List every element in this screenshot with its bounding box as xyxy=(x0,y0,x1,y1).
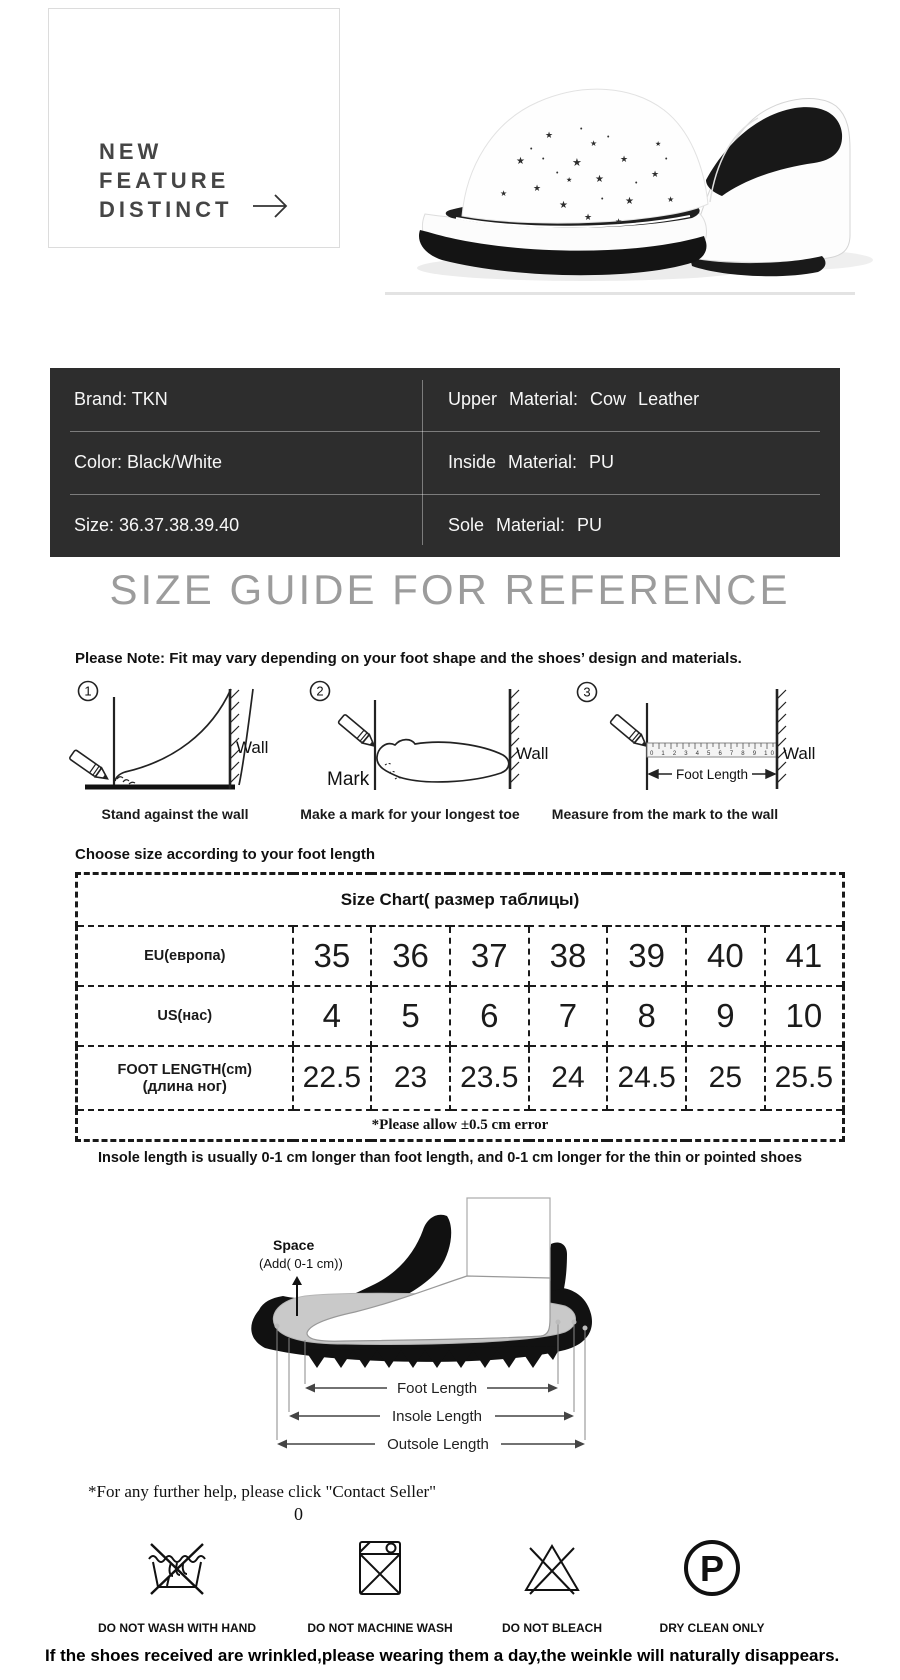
star-cutout: ★ xyxy=(667,195,675,204)
star-cutout: ★ xyxy=(651,169,660,179)
star-cutout: ★ xyxy=(533,183,542,193)
star-cutout: ★ xyxy=(615,217,623,226)
foot-sketch xyxy=(115,689,231,781)
star-cutout: ★ xyxy=(625,196,634,207)
foot-length-cm: 22.5 xyxy=(293,1046,372,1110)
dot-cutout: • xyxy=(580,126,583,133)
star-cutout: ★ xyxy=(500,189,508,198)
eu-size: 37 xyxy=(450,926,529,986)
care-label: DO NOT WASH WITH HAND xyxy=(98,1621,256,1635)
spec-brand: Brand: TKN xyxy=(74,389,168,409)
star-cutout: ★ xyxy=(545,130,554,140)
care-item-no-hand-wash xyxy=(67,1532,287,1635)
dry-clean-only-icon xyxy=(676,1532,748,1604)
wall-label: Wall xyxy=(783,744,816,763)
size-chart-title: Size Chart( размер таблицы) xyxy=(77,874,844,927)
spec-size: Size: 36.37.38.39.40 xyxy=(74,515,240,535)
foot-length-diagram xyxy=(235,1188,625,1460)
foot-length-cm: 25.5 xyxy=(765,1046,844,1110)
spec-color: Color: Black/White xyxy=(74,452,223,472)
divider xyxy=(70,431,820,432)
no-hand-wash-icon xyxy=(141,1532,213,1604)
wall-label: Wall xyxy=(516,744,549,763)
star-cutout: ★ xyxy=(566,177,573,184)
care-item-dry-clean-only xyxy=(602,1532,822,1635)
star-cutout: ★ xyxy=(595,174,604,185)
spec-sole-material: Sole Material: PU xyxy=(448,515,603,535)
star-cutout: ★ xyxy=(584,212,593,222)
star-cutout: ★ xyxy=(620,154,629,164)
step2-caption: Make a mark for your longest toe xyxy=(300,806,520,822)
svg-text:2: 2 xyxy=(316,683,324,699)
size-chart-row-eu xyxy=(77,926,844,986)
contact-seller-note: *For any further help, please click "Contact Seller" xyxy=(88,1482,437,1501)
circled-number-3 xyxy=(578,683,597,702)
us-row-label: US(нас) xyxy=(77,986,293,1046)
measure-steps-diagram xyxy=(55,675,845,803)
foot-sketch xyxy=(239,689,253,785)
space-label: Space xyxy=(273,1237,315,1253)
ruler-icon xyxy=(647,743,777,757)
insole-length-note: Insole length is usually 0-1 cm longer than foot length, and 0-1 cm longer for the thin or pointed shoes xyxy=(97,1150,803,1166)
size-guide-title: SIZE GUIDE FOR REFERENCE xyxy=(109,566,791,613)
pencil-icon xyxy=(338,714,378,750)
star-cutout: ★ xyxy=(590,139,598,148)
tagline-line-3: DISTINCT xyxy=(99,197,233,222)
product-photo-wedge-sandal xyxy=(370,10,900,310)
us-size: 7 xyxy=(529,986,608,1046)
footlength-label-line2: (длина ног) xyxy=(142,1077,227,1095)
foot-length-cm: 23 xyxy=(371,1046,450,1110)
wall-hatch xyxy=(510,689,519,789)
divider xyxy=(422,380,423,545)
outsole-length-measure-label: Outsole Length xyxy=(387,1436,489,1453)
footlength-label-line1: FOOT LENGTH(cm) xyxy=(117,1061,253,1078)
spec-inside-material: Inside Material: PU xyxy=(448,452,615,472)
us-size: 4 xyxy=(293,986,372,1046)
size-guide-note: Please Note: Fit may vary depending on your foot shape and the shoes’ design and materials. xyxy=(75,650,742,667)
space-add-label: (Add( 0-1 cm)) xyxy=(259,1256,343,1271)
no-machine-wash-icon xyxy=(344,1532,416,1604)
dot-cutout: • xyxy=(556,170,559,177)
dot-cutout: • xyxy=(607,134,610,141)
divider xyxy=(70,494,820,495)
star-cutout: ★ xyxy=(559,200,568,211)
star-cutout: ★ xyxy=(655,141,662,148)
size-chart-row-us xyxy=(77,986,844,1046)
hero-tagline xyxy=(99,137,232,224)
tagline-line-1: NEW xyxy=(99,139,163,164)
dot-cutout: • xyxy=(601,196,604,203)
dry-clean-letter: P xyxy=(699,1548,725,1589)
arrow-right-icon xyxy=(251,190,291,222)
step1-caption: Stand against the wall xyxy=(101,806,249,822)
care-label: DRY CLEAN ONLY xyxy=(659,1621,765,1635)
foot-length-cm: 24 xyxy=(529,1046,608,1110)
eu-size: 39 xyxy=(607,926,686,986)
spec-upper-material: Upper Material: Cow Leather xyxy=(448,389,700,409)
dot-cutout: • xyxy=(665,156,668,163)
insole-length-measure-label: Insole Length xyxy=(391,1408,483,1425)
no-bleach-icon xyxy=(516,1532,588,1604)
toes-sketch xyxy=(117,777,135,784)
spec-row xyxy=(50,431,840,494)
hero-card xyxy=(48,8,340,248)
dot-cutout: • xyxy=(530,146,533,153)
wall-hatch xyxy=(777,689,786,789)
foot-length-cm: 23.5 xyxy=(450,1046,529,1110)
footlength-row-label xyxy=(77,1046,293,1110)
foot-top-view xyxy=(377,740,509,782)
spec-row xyxy=(50,368,840,431)
eu-size: 40 xyxy=(686,926,765,986)
us-size: 10 xyxy=(765,986,844,1046)
eu-size: 36 xyxy=(371,926,450,986)
eu-size: 38 xyxy=(529,926,608,986)
us-size: 5 xyxy=(371,986,450,1046)
care-label: DO NOT BLEACH xyxy=(502,1621,602,1635)
ruler-numbers: 0 1 2 3 4 5 6 7 8 9 10 xyxy=(650,751,774,757)
mark-label: Mark xyxy=(327,769,370,790)
divider xyxy=(385,292,855,295)
step2-diagram xyxy=(311,682,549,791)
eu-size: 35 xyxy=(293,926,372,986)
size-chart-table xyxy=(75,872,845,1142)
wrinkle-note: If the shoes received are wrinkled,please wearing them a day,the weinkle will naturally disappears. xyxy=(45,1646,840,1665)
step3-diagram xyxy=(578,683,816,791)
circled-number-2 xyxy=(311,682,330,701)
spec-table xyxy=(50,368,840,557)
circled-number-1 xyxy=(79,682,98,701)
us-size: 6 xyxy=(450,986,529,1046)
us-size: 9 xyxy=(686,986,765,1046)
foot-length-label: Foot Length xyxy=(675,767,749,782)
spec-row xyxy=(50,494,840,557)
dot-cutout: • xyxy=(542,156,545,163)
pencil-icon xyxy=(610,714,650,750)
care-label: DO NOT MACHINE WASH xyxy=(307,1621,453,1635)
svg-text:1: 1 xyxy=(84,683,92,699)
stray-zero: 0 xyxy=(294,1504,303,1524)
dot-cutout: • xyxy=(635,180,638,187)
foot-length-measure-label: Foot Length xyxy=(396,1380,478,1397)
star-cutout: ★ xyxy=(516,156,525,167)
pencil-icon xyxy=(69,750,111,784)
star-cutout: ★ xyxy=(572,157,582,169)
us-size: 8 xyxy=(607,986,686,1046)
svg-text:3: 3 xyxy=(583,684,591,700)
step1-diagram xyxy=(69,682,268,790)
ankle xyxy=(467,1198,550,1280)
size-chart-error-note: *Please allow ±0.5 cm error xyxy=(77,1110,844,1141)
choose-size-heading: Choose size according to your foot length xyxy=(75,846,376,863)
step3-caption: Measure from the mark to the wall xyxy=(551,806,779,822)
eu-row-label: EU(европа) xyxy=(77,926,293,986)
eu-size: 41 xyxy=(765,926,844,986)
foot-length-cm: 24.5 xyxy=(607,1046,686,1110)
foot-length-cm: 25 xyxy=(686,1046,765,1110)
wall-label: Wall xyxy=(236,738,269,757)
tagline-line-2: FEATURE xyxy=(99,168,230,193)
size-chart-row-footlength xyxy=(77,1046,844,1110)
